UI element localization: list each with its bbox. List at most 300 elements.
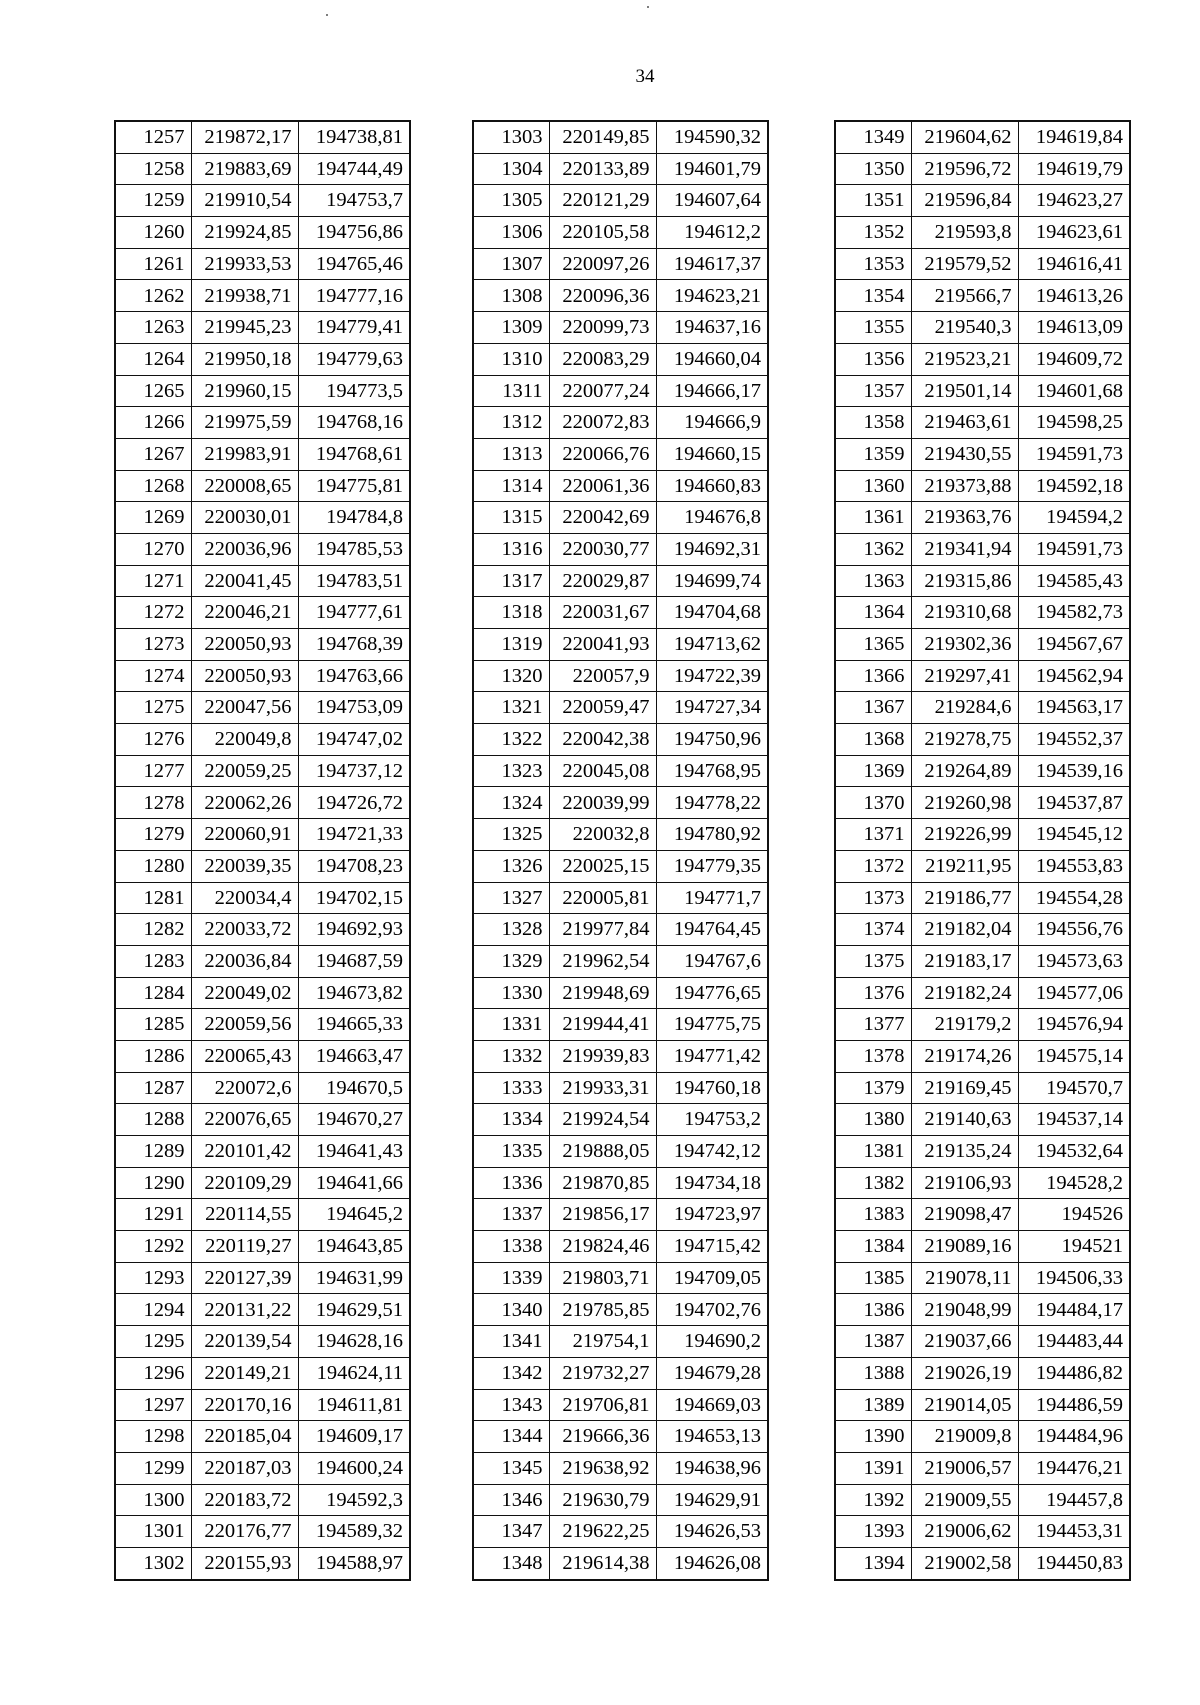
- table-row: [473, 1357, 768, 1389]
- y-coordinate-cell: 194715,42: [656, 1231, 768, 1263]
- x-coordinate-cell: 220030,77: [549, 533, 656, 565]
- y-coordinate-cell: 194629,91: [656, 1484, 768, 1516]
- point-number-cell: 1330: [473, 977, 549, 1009]
- point-number-cell: 1387: [835, 1326, 911, 1358]
- point-number-cell: 1355: [835, 312, 911, 344]
- point-number-cell: 1295: [115, 1326, 191, 1358]
- x-coordinate-cell: 219106,93: [911, 1167, 1018, 1199]
- point-number-cell: 1338: [473, 1231, 549, 1263]
- y-coordinate-cell: 194670,5: [298, 1072, 410, 1104]
- table-row: [115, 660, 410, 692]
- y-coordinate-cell: 194713,62: [656, 629, 768, 661]
- y-coordinate-cell: 194629,51: [298, 1294, 410, 1326]
- y-coordinate-cell: 194776,65: [656, 977, 768, 1009]
- x-coordinate-cell: 220121,29: [549, 185, 656, 217]
- y-coordinate-cell: 194552,37: [1018, 724, 1130, 756]
- point-number-cell: 1315: [473, 502, 549, 534]
- point-number-cell: 1277: [115, 755, 191, 787]
- table-row: [835, 1009, 1130, 1041]
- y-coordinate-cell: 194575,14: [1018, 1040, 1130, 1072]
- point-number-cell: 1369: [835, 755, 911, 787]
- x-coordinate-cell: 220049,02: [191, 977, 298, 1009]
- table-row: [473, 1167, 768, 1199]
- table-row: [115, 1009, 410, 1041]
- x-coordinate-cell: 220114,55: [191, 1199, 298, 1231]
- table-row: [115, 1262, 410, 1294]
- point-number-cell: 1287: [115, 1072, 191, 1104]
- table-row: [473, 533, 768, 565]
- y-coordinate-cell: 194585,43: [1018, 565, 1130, 597]
- y-coordinate-cell: 194641,43: [298, 1136, 410, 1168]
- point-number-cell: 1379: [835, 1072, 911, 1104]
- table-row: [835, 692, 1130, 724]
- coordinate-table-2: [472, 120, 769, 1581]
- x-coordinate-cell: 220008,65: [191, 470, 298, 502]
- point-number-cell: 1356: [835, 343, 911, 375]
- x-coordinate-cell: 219463,61: [911, 407, 1018, 439]
- x-coordinate-cell: 219933,31: [549, 1072, 656, 1104]
- x-coordinate-cell: 219630,79: [549, 1484, 656, 1516]
- point-number-cell: 1279: [115, 819, 191, 851]
- y-coordinate-cell: 194784,8: [298, 502, 410, 534]
- point-number-cell: 1324: [473, 787, 549, 819]
- table-row: [835, 724, 1130, 756]
- x-coordinate-cell: 219785,85: [549, 1294, 656, 1326]
- y-coordinate-cell: 194768,61: [298, 438, 410, 470]
- table-row: [835, 1072, 1130, 1104]
- x-coordinate-cell: 219870,85: [549, 1167, 656, 1199]
- point-number-cell: 1335: [473, 1136, 549, 1168]
- point-number-cell: 1367: [835, 692, 911, 724]
- y-coordinate-cell: 194453,31: [1018, 1516, 1130, 1548]
- table-row: [473, 882, 768, 914]
- y-coordinate-cell: 194609,72: [1018, 343, 1130, 375]
- y-coordinate-cell: 194727,34: [656, 692, 768, 724]
- coordinate-table-3: [834, 120, 1131, 1581]
- table-row: [115, 1104, 410, 1136]
- y-coordinate-cell: 194592,3: [298, 1484, 410, 1516]
- point-number-cell: 1381: [835, 1136, 911, 1168]
- y-coordinate-cell: 194570,7: [1018, 1072, 1130, 1104]
- table-row: [473, 1484, 768, 1516]
- x-coordinate-cell: 220183,72: [191, 1484, 298, 1516]
- point-number-cell: 1382: [835, 1167, 911, 1199]
- table-row: [115, 945, 410, 977]
- point-number-cell: 1354: [835, 280, 911, 312]
- y-coordinate-cell: 194699,74: [656, 565, 768, 597]
- x-coordinate-cell: 219593,8: [911, 217, 1018, 249]
- x-coordinate-cell: 219924,54: [549, 1104, 656, 1136]
- y-coordinate-cell: 194601,68: [1018, 375, 1130, 407]
- point-number-cell: 1366: [835, 660, 911, 692]
- table-row: [115, 121, 410, 153]
- point-number-cell: 1299: [115, 1452, 191, 1484]
- x-coordinate-cell: 219960,15: [191, 375, 298, 407]
- y-coordinate-cell: 194616,41: [1018, 248, 1130, 280]
- point-number-cell: 1346: [473, 1484, 549, 1516]
- x-coordinate-cell: 219006,57: [911, 1452, 1018, 1484]
- table-row: [473, 724, 768, 756]
- y-coordinate-cell: 194532,64: [1018, 1136, 1130, 1168]
- point-number-cell: 1375: [835, 945, 911, 977]
- y-coordinate-cell: 194641,66: [298, 1167, 410, 1199]
- table-row: [835, 882, 1130, 914]
- point-number-cell: 1258: [115, 153, 191, 185]
- x-coordinate-cell: 219579,52: [911, 248, 1018, 280]
- y-coordinate-cell: 194589,32: [298, 1516, 410, 1548]
- table-row: [835, 343, 1130, 375]
- x-coordinate-cell: 219182,24: [911, 977, 1018, 1009]
- x-coordinate-cell: 219945,23: [191, 312, 298, 344]
- x-coordinate-cell: 219226,99: [911, 819, 1018, 851]
- point-number-cell: 1319: [473, 629, 549, 661]
- y-coordinate-cell: 194607,64: [656, 185, 768, 217]
- y-coordinate-cell: 194768,16: [298, 407, 410, 439]
- point-number-cell: 1353: [835, 248, 911, 280]
- y-coordinate-cell: 194645,2: [298, 1199, 410, 1231]
- y-coordinate-cell: 194660,04: [656, 343, 768, 375]
- y-coordinate-cell: 194778,22: [656, 787, 768, 819]
- y-coordinate-cell: 194722,39: [656, 660, 768, 692]
- y-coordinate-cell: 194704,68: [656, 597, 768, 629]
- y-coordinate-cell: 194775,75: [656, 1009, 768, 1041]
- y-coordinate-cell: 194450,83: [1018, 1547, 1130, 1579]
- table-row: [473, 1072, 768, 1104]
- table-row: [835, 819, 1130, 851]
- table-row: [473, 977, 768, 1009]
- x-coordinate-cell: 219888,05: [549, 1136, 656, 1168]
- table-row: [835, 1262, 1130, 1294]
- y-coordinate-cell: 194528,2: [1018, 1167, 1130, 1199]
- y-coordinate-cell: 194765,46: [298, 248, 410, 280]
- y-coordinate-cell: 194623,21: [656, 280, 768, 312]
- point-number-cell: 1285: [115, 1009, 191, 1041]
- x-coordinate-cell: 219341,94: [911, 533, 1018, 565]
- x-coordinate-cell: 219666,36: [549, 1421, 656, 1453]
- table-row: [115, 312, 410, 344]
- point-number-cell: 1261: [115, 248, 191, 280]
- point-number-cell: 1274: [115, 660, 191, 692]
- point-number-cell: 1329: [473, 945, 549, 977]
- point-number-cell: 1313: [473, 438, 549, 470]
- y-coordinate-cell: 194744,49: [298, 153, 410, 185]
- point-number-cell: 1372: [835, 850, 911, 882]
- point-number-cell: 1304: [473, 153, 549, 185]
- y-coordinate-cell: 194626,08: [656, 1547, 768, 1579]
- table-row: [473, 914, 768, 946]
- table-row: [835, 185, 1130, 217]
- point-number-cell: 1291: [115, 1199, 191, 1231]
- point-number-cell: 1307: [473, 248, 549, 280]
- table-row: [115, 1516, 410, 1548]
- x-coordinate-cell: 220149,85: [549, 121, 656, 153]
- x-coordinate-cell: 219002,58: [911, 1547, 1018, 1579]
- x-coordinate-cell: 220032,8: [549, 819, 656, 851]
- x-coordinate-cell: 220061,36: [549, 470, 656, 502]
- point-number-cell: 1349: [835, 121, 911, 153]
- table-row: [473, 1199, 768, 1231]
- x-coordinate-cell: 219975,59: [191, 407, 298, 439]
- y-coordinate-cell: 194676,8: [656, 502, 768, 534]
- x-coordinate-cell: 219803,71: [549, 1262, 656, 1294]
- y-coordinate-cell: 194783,51: [298, 565, 410, 597]
- table-row: [115, 533, 410, 565]
- point-number-cell: 1393: [835, 1516, 911, 1548]
- point-number-cell: 1336: [473, 1167, 549, 1199]
- y-coordinate-cell: 194537,14: [1018, 1104, 1130, 1136]
- y-coordinate-cell: 194768,39: [298, 629, 410, 661]
- table-row: [473, 565, 768, 597]
- point-number-cell: 1339: [473, 1262, 549, 1294]
- table-row: [835, 1326, 1130, 1358]
- point-number-cell: 1357: [835, 375, 911, 407]
- x-coordinate-cell: 219278,75: [911, 724, 1018, 756]
- x-coordinate-cell: 220060,91: [191, 819, 298, 851]
- y-coordinate-cell: 194660,15: [656, 438, 768, 470]
- table-row: [835, 1357, 1130, 1389]
- table-row: [115, 185, 410, 217]
- y-coordinate-cell: 194767,6: [656, 945, 768, 977]
- x-coordinate-cell: 219048,99: [911, 1294, 1018, 1326]
- y-coordinate-cell: 194613,26: [1018, 280, 1130, 312]
- x-coordinate-cell: 219872,17: [191, 121, 298, 153]
- x-coordinate-cell: 220042,69: [549, 502, 656, 534]
- point-number-cell: 1390: [835, 1421, 911, 1453]
- table-row: [835, 375, 1130, 407]
- x-coordinate-cell: 219179,2: [911, 1009, 1018, 1041]
- point-number-cell: 1303: [473, 121, 549, 153]
- y-coordinate-cell: 194484,96: [1018, 1421, 1130, 1453]
- y-coordinate-cell: 194737,12: [298, 755, 410, 787]
- table-row: [473, 850, 768, 882]
- scan-speck: [647, 6, 649, 8]
- y-coordinate-cell: 194637,16: [656, 312, 768, 344]
- table-row: [115, 1167, 410, 1199]
- point-number-cell: 1281: [115, 882, 191, 914]
- y-coordinate-cell: 194537,87: [1018, 787, 1130, 819]
- y-coordinate-cell: 194692,31: [656, 533, 768, 565]
- table-row: [115, 597, 410, 629]
- x-coordinate-cell: 220057,9: [549, 660, 656, 692]
- x-coordinate-cell: 219944,41: [549, 1009, 656, 1041]
- table-row: [115, 438, 410, 470]
- point-number-cell: 1302: [115, 1547, 191, 1579]
- y-coordinate-cell: 194753,7: [298, 185, 410, 217]
- table-row: [115, 1326, 410, 1358]
- point-number-cell: 1389: [835, 1389, 911, 1421]
- x-coordinate-cell: 220105,58: [549, 217, 656, 249]
- table-row: [115, 724, 410, 756]
- point-number-cell: 1286: [115, 1040, 191, 1072]
- point-number-cell: 1305: [473, 185, 549, 217]
- table-row: [115, 1136, 410, 1168]
- y-coordinate-cell: 194562,94: [1018, 660, 1130, 692]
- x-coordinate-cell: 219315,86: [911, 565, 1018, 597]
- x-coordinate-cell: 220042,38: [549, 724, 656, 756]
- table-row: [473, 1452, 768, 1484]
- x-coordinate-cell: 220101,42: [191, 1136, 298, 1168]
- x-coordinate-cell: 219732,27: [549, 1357, 656, 1389]
- point-number-cell: 1352: [835, 217, 911, 249]
- x-coordinate-cell: 219186,77: [911, 882, 1018, 914]
- table-row: [473, 1421, 768, 1453]
- point-number-cell: 1270: [115, 533, 191, 565]
- x-coordinate-cell: 219098,47: [911, 1199, 1018, 1231]
- point-number-cell: 1360: [835, 470, 911, 502]
- x-coordinate-cell: 219566,7: [911, 280, 1018, 312]
- x-coordinate-cell: 220030,01: [191, 502, 298, 534]
- x-coordinate-cell: 219182,04: [911, 914, 1018, 946]
- table-row: [115, 819, 410, 851]
- point-number-cell: 1363: [835, 565, 911, 597]
- point-number-cell: 1318: [473, 597, 549, 629]
- point-number-cell: 1377: [835, 1009, 911, 1041]
- y-coordinate-cell: 194687,59: [298, 945, 410, 977]
- table-row: [115, 1072, 410, 1104]
- table-row: [115, 1484, 410, 1516]
- y-coordinate-cell: 194785,53: [298, 533, 410, 565]
- y-coordinate-cell: 194764,45: [656, 914, 768, 946]
- x-coordinate-cell: 219174,26: [911, 1040, 1018, 1072]
- table-row: [473, 407, 768, 439]
- point-number-cell: 1271: [115, 565, 191, 597]
- x-coordinate-cell: 219977,84: [549, 914, 656, 946]
- x-coordinate-cell: 219363,76: [911, 502, 1018, 534]
- table-row: [115, 1357, 410, 1389]
- table-row: [835, 1516, 1130, 1548]
- x-coordinate-cell: 220031,67: [549, 597, 656, 629]
- x-coordinate-cell: 220170,16: [191, 1389, 298, 1421]
- point-number-cell: 1373: [835, 882, 911, 914]
- point-number-cell: 1260: [115, 217, 191, 249]
- point-number-cell: 1378: [835, 1040, 911, 1072]
- y-coordinate-cell: 194679,28: [656, 1357, 768, 1389]
- y-coordinate-cell: 194631,99: [298, 1262, 410, 1294]
- point-number-cell: 1259: [115, 185, 191, 217]
- table-row: [835, 407, 1130, 439]
- point-number-cell: 1327: [473, 882, 549, 914]
- table-row: [115, 850, 410, 882]
- x-coordinate-cell: 219596,84: [911, 185, 1018, 217]
- point-number-cell: 1388: [835, 1357, 911, 1389]
- table-row: [473, 1009, 768, 1041]
- point-number-cell: 1342: [473, 1357, 549, 1389]
- x-coordinate-cell: 220099,73: [549, 312, 656, 344]
- x-coordinate-cell: 219009,8: [911, 1421, 1018, 1453]
- y-coordinate-cell: 194623,61: [1018, 217, 1130, 249]
- y-coordinate-cell: 194506,33: [1018, 1262, 1130, 1294]
- x-coordinate-cell: 220034,4: [191, 882, 298, 914]
- x-coordinate-cell: 220139,54: [191, 1326, 298, 1358]
- table-row: [835, 660, 1130, 692]
- y-coordinate-cell: 194726,72: [298, 787, 410, 819]
- point-number-cell: 1323: [473, 755, 549, 787]
- table-row: [835, 438, 1130, 470]
- table-row: [835, 470, 1130, 502]
- point-number-cell: 1264: [115, 343, 191, 375]
- x-coordinate-cell: 220072,83: [549, 407, 656, 439]
- table-row: [115, 280, 410, 312]
- table-row: [115, 1389, 410, 1421]
- table-row: [115, 248, 410, 280]
- table-row: [115, 692, 410, 724]
- y-coordinate-cell: 194653,13: [656, 1421, 768, 1453]
- table-row: [115, 407, 410, 439]
- x-coordinate-cell: 220059,56: [191, 1009, 298, 1041]
- point-number-cell: 1331: [473, 1009, 549, 1041]
- x-coordinate-cell: 220062,26: [191, 787, 298, 819]
- x-coordinate-cell: 220149,21: [191, 1357, 298, 1389]
- table-row: [835, 1421, 1130, 1453]
- x-coordinate-cell: 220187,03: [191, 1452, 298, 1484]
- y-coordinate-cell: 194753,09: [298, 692, 410, 724]
- point-number-cell: 1341: [473, 1326, 549, 1358]
- table-row: [115, 565, 410, 597]
- y-coordinate-cell: 194702,76: [656, 1294, 768, 1326]
- x-coordinate-cell: 219183,17: [911, 945, 1018, 977]
- y-coordinate-cell: 194780,92: [656, 819, 768, 851]
- table-row: [473, 597, 768, 629]
- x-coordinate-cell: 220050,93: [191, 629, 298, 661]
- x-coordinate-cell: 219638,92: [549, 1452, 656, 1484]
- point-number-cell: 1300: [115, 1484, 191, 1516]
- x-coordinate-cell: 220127,39: [191, 1262, 298, 1294]
- y-coordinate-cell: 194738,81: [298, 121, 410, 153]
- y-coordinate-cell: 194643,85: [298, 1231, 410, 1263]
- point-number-cell: 1386: [835, 1294, 911, 1326]
- point-number-cell: 1292: [115, 1231, 191, 1263]
- table-row: [115, 1452, 410, 1484]
- point-number-cell: 1275: [115, 692, 191, 724]
- y-coordinate-cell: 194609,17: [298, 1421, 410, 1453]
- x-coordinate-cell: 219754,1: [549, 1326, 656, 1358]
- table-row: [835, 1294, 1130, 1326]
- x-coordinate-cell: 219614,38: [549, 1547, 656, 1579]
- y-coordinate-cell: 194734,18: [656, 1167, 768, 1199]
- y-coordinate-cell: 194611,81: [298, 1389, 410, 1421]
- table-row: [473, 1136, 768, 1168]
- y-coordinate-cell: 194582,73: [1018, 597, 1130, 629]
- y-coordinate-cell: 194721,33: [298, 819, 410, 851]
- table-row: [473, 375, 768, 407]
- table-row: [473, 945, 768, 977]
- point-number-cell: 1343: [473, 1389, 549, 1421]
- x-coordinate-cell: 220036,96: [191, 533, 298, 565]
- y-coordinate-cell: 194601,79: [656, 153, 768, 185]
- x-coordinate-cell: 220076,65: [191, 1104, 298, 1136]
- point-number-cell: 1317: [473, 565, 549, 597]
- x-coordinate-cell: 219014,05: [911, 1389, 1018, 1421]
- x-coordinate-cell: 219604,62: [911, 121, 1018, 153]
- y-coordinate-cell: 194619,84: [1018, 121, 1130, 153]
- y-coordinate-cell: 194690,2: [656, 1326, 768, 1358]
- table-row: [473, 755, 768, 787]
- point-number-cell: 1290: [115, 1167, 191, 1199]
- table-row: [473, 153, 768, 185]
- point-number-cell: 1358: [835, 407, 911, 439]
- x-coordinate-cell: 219933,53: [191, 248, 298, 280]
- y-coordinate-cell: 194619,79: [1018, 153, 1130, 185]
- y-coordinate-cell: 194617,37: [656, 248, 768, 280]
- y-coordinate-cell: 194669,03: [656, 1389, 768, 1421]
- y-coordinate-cell: 194486,82: [1018, 1357, 1130, 1389]
- table-row: [473, 660, 768, 692]
- y-coordinate-cell: 194763,66: [298, 660, 410, 692]
- x-coordinate-cell: 219883,69: [191, 153, 298, 185]
- y-coordinate-cell: 194592,18: [1018, 470, 1130, 502]
- x-coordinate-cell: 219939,83: [549, 1040, 656, 1072]
- x-coordinate-cell: 219596,72: [911, 153, 1018, 185]
